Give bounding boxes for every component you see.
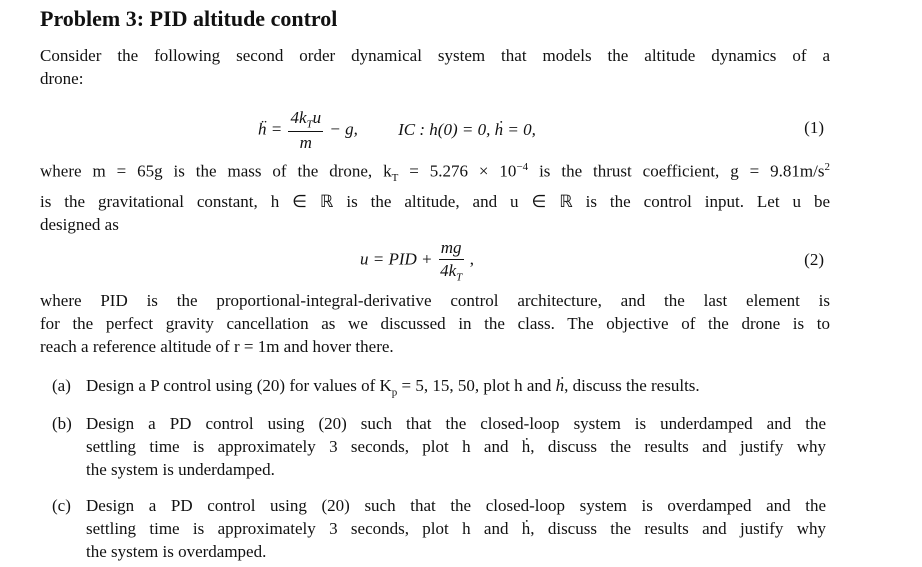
part-b-line-3: the system is underdamped. [86,460,275,479]
part-a-text-3: , discuss the results. [564,376,700,395]
part-c-line-3: the system is overdamped. [86,542,267,561]
equation-2 [360,238,474,283]
where2-line-2: for the perfect gravity cancellation as we discussed in the class. The objective of the drone is to [40,314,830,333]
where1-line-1 [40,156,830,190]
where1-sup-2: 2 [824,161,830,173]
equation-2-number: (2) [804,250,824,269]
equation-1 [258,108,536,153]
intro-line-1: Consider the following second order dynamical system that models the altitude dynamics of a [40,46,830,65]
eq1-fraction [288,108,323,153]
where1-line-1c: is the thrust coefficient, g = 9.81m/s [528,161,825,181]
part-c-line-1: Design a PD control using (20) such that the closed-loop system is overdamped and the [86,496,826,515]
eq1-lhs: ḧ = [258,119,283,139]
intro-line-2: drone: [40,69,84,88]
eq2-tail: , [469,249,475,269]
part-b-label: (b) [52,414,72,433]
part-a-text-2: = 5, 15, 50, plot h and [397,376,556,395]
part-a-hdot: ḣ [555,376,565,395]
eq2-lhs: u = PID + [360,249,433,269]
eq2-fraction-numerator: mg [439,238,464,260]
part-c-line-2: settling time is approximately 3 seconds, plot h and ḣ, discuss the results and justify why [86,519,826,538]
where1-line-1a: where m = 65g is the mass of the drone, k [40,161,392,181]
eq1-num-sub: T [306,118,313,131]
part-b-line-1: Design a PD control using (20) such that the closed-loop system is underdamped and the [86,414,826,433]
part-b-text [86,412,826,481]
eq1-tail: − g, [329,119,358,139]
where2-line-3: reach a reference altitude of r = 1m and hover there. [40,337,394,356]
where1-sub-T: T [391,172,399,185]
problem-title: Problem 3: PID altitude control [40,6,338,31]
part-a-text-1: Design a P control using (20) for values of K [86,376,392,395]
part-a-text [86,374,826,404]
eq2-den-text: 4k [440,261,457,280]
where-paragraph-2 [40,289,830,358]
eq2-den-sub: T [456,271,463,284]
where2-line-1: where PID is the proportional-integral-derivative control architecture, and the last element is [40,291,830,310]
eq1-initial-conditions: IC : h(0) = 0, ḣ = 0, [398,119,536,139]
equation-1-number: (1) [804,118,824,137]
eq2-fraction-denominator [439,260,464,283]
where1-line-1b: = 5.276 × 10 [398,161,517,181]
where-paragraph-1 [40,156,830,236]
part-b-line-2: settling time is approximately 3 seconds, plot h and ḣ, discuss the results and justify why [86,437,826,456]
part-c-label: (c) [52,496,71,515]
part-c-text [86,494,826,563]
eq1-num-tail: u [312,108,322,127]
eq1-fraction-denominator: m [299,133,312,153]
part-a-label: (a) [52,376,71,395]
eq1-num-text: 4k [290,108,307,127]
eq2-fraction [439,238,464,283]
where1-line-3: designed as [40,215,119,235]
part-a-sub-p: p [391,386,398,399]
where1-sup-exp: −4 [516,161,529,173]
intro-paragraph [40,44,830,90]
where1-line-2: is the gravitational constant, h ∈ ℝ is the altitude, and u ∈ ℝ is the control input. Let u be [40,192,830,212]
eq1-fraction-numerator [288,108,323,132]
